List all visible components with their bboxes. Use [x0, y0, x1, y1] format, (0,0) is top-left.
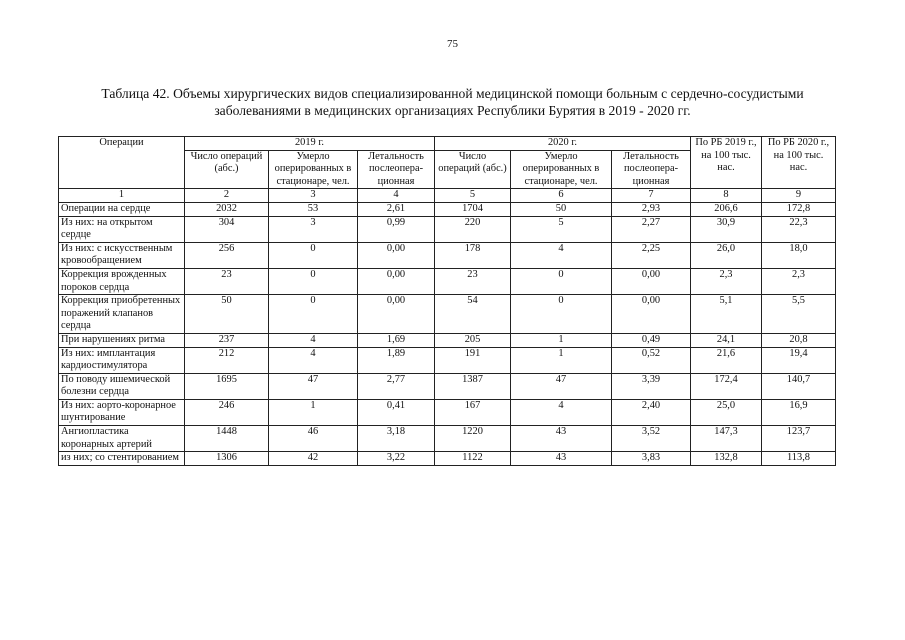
value-cell: 50 — [185, 295, 269, 334]
operation-name-cell: Коррекция приобретенных поражений клапанов сердца — [59, 295, 185, 334]
value-cell: 0,00 — [358, 242, 435, 268]
value-cell: 167 — [435, 399, 511, 425]
value-cell: 1 — [269, 399, 358, 425]
value-cell: 5,5 — [762, 295, 836, 334]
value-cell: 1448 — [185, 426, 269, 452]
value-cell: 18,0 — [762, 242, 836, 268]
operation-name-cell: При нарушениях ритма — [59, 333, 185, 347]
column-index: 1 — [59, 189, 185, 203]
value-cell: 0 — [269, 268, 358, 294]
table-row — [59, 373, 836, 399]
value-cell: 212 — [185, 347, 269, 373]
value-cell: 0 — [269, 242, 358, 268]
value-cell: 0 — [511, 295, 612, 334]
value-cell: 4 — [269, 347, 358, 373]
operation-name-cell: из них; со стентированием — [59, 452, 185, 466]
table-row — [59, 268, 836, 294]
value-cell: 53 — [269, 202, 358, 216]
value-cell: 140,7 — [762, 373, 836, 399]
value-cell: 2,93 — [612, 202, 691, 216]
value-cell: 2,3 — [691, 268, 762, 294]
value-cell: 206,6 — [691, 202, 762, 216]
value-cell: 1 — [511, 347, 612, 373]
value-cell: 1387 — [435, 373, 511, 399]
header-operations: Операции — [59, 137, 185, 189]
column-index: 4 — [358, 189, 435, 203]
value-cell: 0 — [269, 295, 358, 334]
value-cell: 30,9 — [691, 216, 762, 242]
value-cell: 42 — [269, 452, 358, 466]
value-cell: 22,3 — [762, 216, 836, 242]
value-cell: 24,1 — [691, 333, 762, 347]
value-cell: 0,99 — [358, 216, 435, 242]
operation-name-cell: Коррекция врожденных пороков сердца — [59, 268, 185, 294]
table-row — [59, 216, 836, 242]
table-row — [59, 452, 836, 466]
header-rb-2019: По РБ 2019 г., на 100 тыс. нас. — [691, 137, 762, 189]
value-cell: 3,22 — [358, 452, 435, 466]
value-cell: 0,00 — [612, 268, 691, 294]
operation-name-cell: Ангиопластика коронарных артерий — [59, 426, 185, 452]
value-cell: 256 — [185, 242, 269, 268]
value-cell: 2,3 — [762, 268, 836, 294]
header-year-2019: 2019 г. — [185, 137, 435, 151]
value-cell: 2,25 — [612, 242, 691, 268]
header-rb-2020: По РБ 2020 г., на 100 тыс. нас. — [762, 137, 836, 189]
header-2020-lethality: Летальность послеопера-ционная — [612, 150, 691, 189]
value-cell: 21,6 — [691, 347, 762, 373]
value-cell: 43 — [511, 452, 612, 466]
table-row — [59, 347, 836, 373]
value-cell: 4 — [269, 333, 358, 347]
column-index: 6 — [511, 189, 612, 203]
operation-name-cell: Из них: имплантация кардиостимулятора — [59, 347, 185, 373]
value-cell: 0,00 — [358, 295, 435, 334]
value-cell: 47 — [269, 373, 358, 399]
header-2019-lethality: Летальность послеопера-ционная — [358, 150, 435, 189]
value-cell: 2,77 — [358, 373, 435, 399]
value-cell: 2,61 — [358, 202, 435, 216]
value-cell: 1,89 — [358, 347, 435, 373]
value-cell: 1695 — [185, 373, 269, 399]
value-cell: 43 — [511, 426, 612, 452]
value-cell: 178 — [435, 242, 511, 268]
value-cell: 20,8 — [762, 333, 836, 347]
value-cell: 5 — [511, 216, 612, 242]
table-title: Таблица 42. Объемы хирургических видов специализированной медицинской помощи больным с сердечно-сосудистыми заболеваниями в медицинских организациях Республики Бурятия в 2019 - 2020 гг. — [101, 86, 804, 118]
column-index: 3 — [269, 189, 358, 203]
value-cell: 1122 — [435, 452, 511, 466]
value-cell: 2032 — [185, 202, 269, 216]
table-row — [59, 202, 836, 216]
table-row — [59, 426, 836, 452]
value-cell: 2,40 — [612, 399, 691, 425]
value-cell: 47 — [511, 373, 612, 399]
column-index: 2 — [185, 189, 269, 203]
value-cell: 132,8 — [691, 452, 762, 466]
header-year-2020: 2020 г. — [435, 137, 691, 151]
value-cell: 3,52 — [612, 426, 691, 452]
header-2019-count: Число операций (абс.) — [185, 150, 269, 189]
value-cell: 0 — [511, 268, 612, 294]
value-cell: 304 — [185, 216, 269, 242]
operation-name-cell: Из них: на открытом сердце — [59, 216, 185, 242]
column-index: 5 — [435, 189, 511, 203]
value-cell: 172,8 — [762, 202, 836, 216]
value-cell: 0,41 — [358, 399, 435, 425]
value-cell: 16,9 — [762, 399, 836, 425]
column-index: 8 — [691, 189, 762, 203]
table-row — [59, 242, 836, 268]
operation-name-cell: Операции на сердце — [59, 202, 185, 216]
value-cell: 23 — [185, 268, 269, 294]
page-number: 75 — [447, 38, 458, 50]
value-cell: 5,1 — [691, 295, 762, 334]
value-cell: 237 — [185, 333, 269, 347]
value-cell: 220 — [435, 216, 511, 242]
value-cell: 46 — [269, 426, 358, 452]
column-index-row — [59, 189, 836, 203]
value-cell: 113,8 — [762, 452, 836, 466]
value-cell: 0,52 — [612, 347, 691, 373]
value-cell: 3,18 — [358, 426, 435, 452]
value-cell: 205 — [435, 333, 511, 347]
table-row — [59, 399, 836, 425]
header-2020-count: Число операций (абс.) — [435, 150, 511, 189]
table-row — [59, 295, 836, 334]
value-cell: 1306 — [185, 452, 269, 466]
value-cell: 1 — [511, 333, 612, 347]
value-cell: 246 — [185, 399, 269, 425]
table-row — [59, 333, 836, 347]
value-cell: 0,00 — [358, 268, 435, 294]
column-index: 7 — [612, 189, 691, 203]
operation-name-cell: По поводу ишемической болезни сердца — [59, 373, 185, 399]
value-cell: 25,0 — [691, 399, 762, 425]
value-cell: 1,69 — [358, 333, 435, 347]
value-cell: 3,39 — [612, 373, 691, 399]
value-cell: 4 — [511, 242, 612, 268]
header-2020-died: Умерло оперированных в стационаре, чел. — [511, 150, 612, 189]
value-cell: 3,83 — [612, 452, 691, 466]
value-cell: 147,3 — [691, 426, 762, 452]
value-cell: 54 — [435, 295, 511, 334]
value-cell: 3 — [269, 216, 358, 242]
value-cell: 191 — [435, 347, 511, 373]
surgery-volume-table — [58, 136, 836, 466]
value-cell: 50 — [511, 202, 612, 216]
value-cell: 1704 — [435, 202, 511, 216]
value-cell: 1220 — [435, 426, 511, 452]
value-cell: 26,0 — [691, 242, 762, 268]
value-cell: 0,00 — [612, 295, 691, 334]
header-2019-died: Умерло оперированных в стационаре, чел. — [269, 150, 358, 189]
operation-name-cell: Из них: аорто-коронарное шунтирование — [59, 399, 185, 425]
column-index: 9 — [762, 189, 836, 203]
value-cell: 2,27 — [612, 216, 691, 242]
header-row-years — [59, 137, 836, 151]
value-cell: 0,49 — [612, 333, 691, 347]
value-cell: 123,7 — [762, 426, 836, 452]
operation-name-cell: Из них: с искусственным кровообращением — [59, 242, 185, 268]
value-cell: 19,4 — [762, 347, 836, 373]
value-cell: 23 — [435, 268, 511, 294]
value-cell: 172,4 — [691, 373, 762, 399]
value-cell: 4 — [511, 399, 612, 425]
